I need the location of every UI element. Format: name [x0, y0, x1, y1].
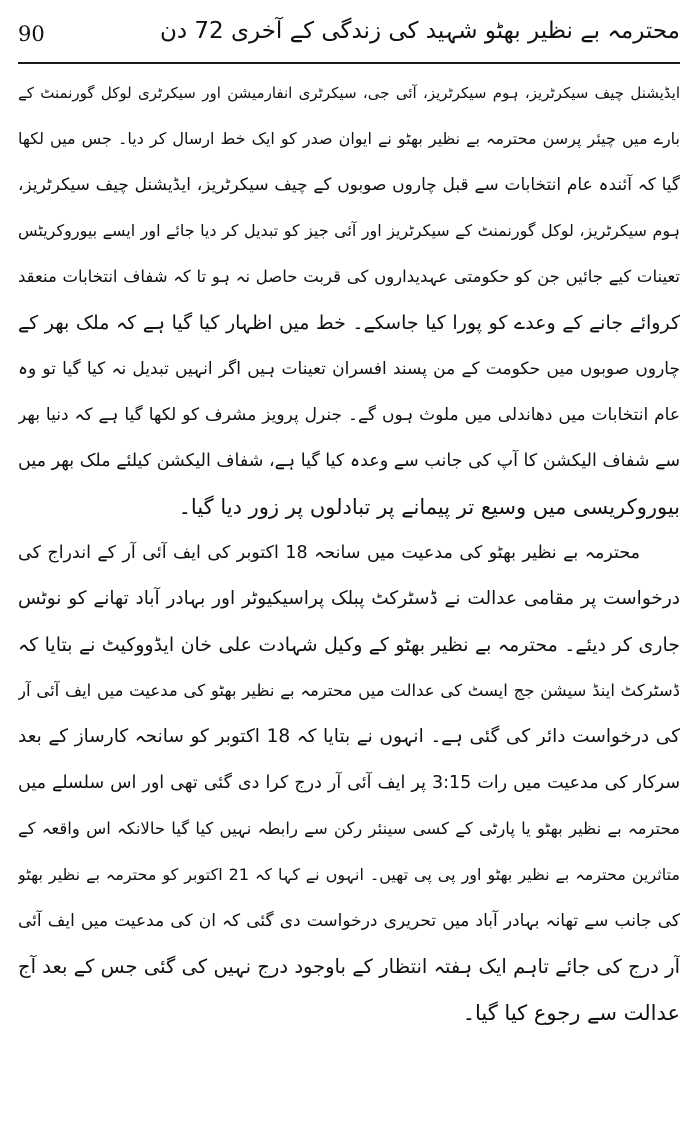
text-line: کروائے جانے کے وعدے کو پورا کیا جاسکے۔ خط میں اظہار کیا گیا ہے کہ ملک بھر کے	[18, 312, 680, 334]
text-line: آر درج کی جائے تاہم ایک ہفتہ انتظار کے باوجود درج نہیں کی گئی جس کے بعد آج	[18, 955, 680, 978]
text-line: محترمہ بے نظیر بھٹو کی مدعیت میں سانحہ 18 اکتوبر کی ایف آئی آر کے اندراج کی	[18, 543, 640, 563]
text-line: ایڈیشنل چیف سیکرٹریز، ہوم سیکرٹریز، آئی جی، سیکرٹری انفارمیشن اور سیکرٹری لوکل گورنمنٹ کے	[18, 84, 680, 102]
paragraph	[18, 70, 680, 530]
text-line: ہوم سیکرٹریز، لوکل گورنمنٹ کے سیکرٹریز اور آئی جیز کو تبدیل کر دیا جائے اور ایسے بیوروکریٹس	[18, 221, 680, 240]
body-text	[18, 70, 680, 1036]
text-line: متاثرین محترمہ بے نظیر بھٹو اور پی پی تھیں۔ انہوں نے کہا کہ 21 اکتوبر کو محترمہ بے نظیر بھٹو	[18, 865, 680, 884]
text-line: کی جانب سے تھانہ بہادر آباد میں تحریری درخواست دی گئی کہ ان کی مدعیت میں ایف آئی	[18, 911, 680, 931]
text-line: سے شفاف الیکشن کا آپ کی جانب سے وعدہ کیا گیا ہے، شفاف الیکشن کیلئے ملک بھر میں	[18, 451, 680, 471]
text-line: عدالت سے رجوع کیا گیا۔	[462, 1001, 680, 1025]
text-line: گیا کہ آئندہ عام انتخابات سے قبل چاروں صوبوں کے چیف سیکرٹریز، ایڈیشنل چیف سیکرٹریز،	[18, 175, 680, 195]
text-line: درخواست پر مقامی عدالت نے ڈسٹرکٹ پبلک پراسیکیوٹر اور بہادر آباد تھانے کو نوٹس	[18, 588, 680, 609]
page-number: 90	[18, 22, 45, 46]
page-header	[18, 10, 680, 64]
text-line: جاری کر دیئے۔ محترمہ بے نظیر بھٹو کے وکیل شہادت علی خان ایڈووکیٹ نے بتایا کہ	[18, 634, 680, 656]
paragraph	[18, 530, 680, 1036]
text-line: بارے میں چیئر پرسن محترمہ بے نظیر بھٹو نے ایوان صدر کو ایک خط ارسال کر دیا۔ جس میں لکھا	[18, 129, 680, 148]
text-line: کی درخواست دائر کی گئی ہے۔ انہوں نے بتایا کہ 18 اکتوبر کو سانحہ کارساز کے بعد	[18, 726, 680, 747]
text-line: محترمہ بے نظیر بھٹو یا پارٹی کے کسی سینئر رکن سے رابطہ نہیں کیا گیا حالانکہ اس واقعہ کے	[18, 819, 680, 838]
text-line: ڈسٹرکٹ اینڈ سیشن جج ایسٹ کی عدالت میں محترمہ بے نظیر بھٹو کی مدعیت میں ایف آئی آر	[18, 681, 680, 700]
running-title: محترمہ بے نظیر بھٹو شہید کی زندگی کے آخری 72 دن	[159, 18, 680, 44]
text-line: چاروں صوبوں میں حکومت کے من پسند افسران تعینات ہیں اگر انہیں تبدیل نہ کیا گیا تو وہ	[18, 359, 680, 379]
text-line: عام انتخابات میں دھاندلی میں ملوث ہوں گے۔ جنرل پرویز مشرف کو لکھا گیا ہے کہ دنیا بھر	[18, 405, 680, 425]
text-line: سرکار کی مدعیت میں رات 3:15 پر ایف آئی آر درج کرا دی گئی تھی اور اس سلسلے میں	[18, 773, 680, 793]
text-line: بیوروکریسی میں وسیع تر پیمانے پر تبادلوں پر زور دیا گیا۔	[178, 495, 680, 519]
text-line: تعینات کیے جائیں جن کو حکومتی عہدیداروں کی قربت حاصل نہ ہو تا کہ شفاف انتخابات منعقد	[18, 267, 680, 286]
